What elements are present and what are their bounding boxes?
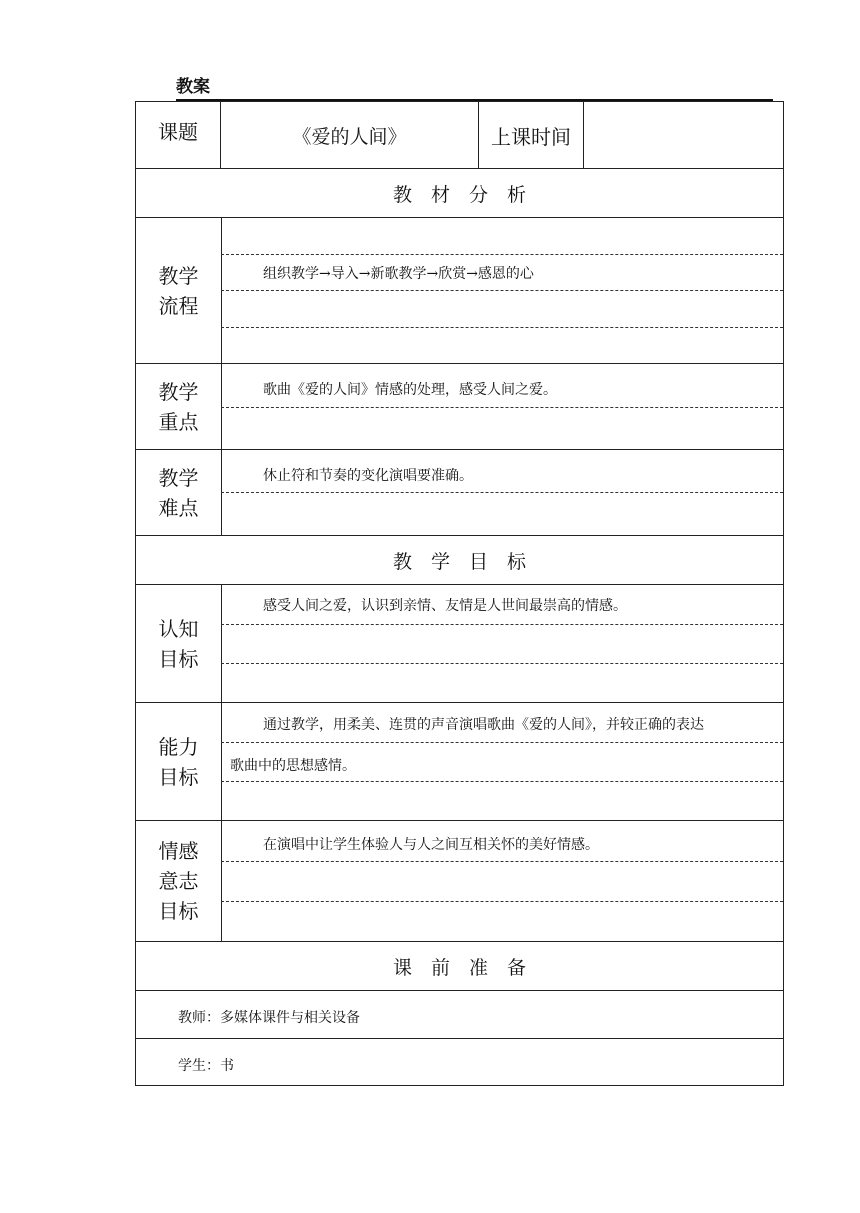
- emotion-goals-label: 情感 意志 目标: [136, 821, 222, 941]
- key-points-content: [221, 364, 783, 449]
- cognitive-goals-label: 认知 目标: [136, 585, 222, 702]
- emotion-goals-text: 在演唱中让学生体验人与人之间互相关怀的美好情感。: [263, 837, 599, 853]
- lesson-plan-table: [135, 101, 784, 1086]
- cognitive-goals-content: [221, 585, 783, 702]
- ruled-line: [221, 407, 783, 408]
- cognitive-goals-row: [136, 584, 783, 702]
- teacher-prep-row: [136, 990, 783, 1038]
- difficulties-content: [221, 450, 783, 535]
- ability-goals-text-line2: 歌曲中的思想感情。: [230, 758, 356, 774]
- ruled-line: [221, 327, 783, 328]
- ruled-line: [221, 742, 783, 743]
- section-title: 课 前 准 备: [392, 956, 526, 979]
- section-teaching-goals: [136, 535, 783, 584]
- ruled-line: [221, 492, 783, 493]
- cognitive-goals-text: 感受人间之爱，认识到亲情、友情是人世间最崇高的情感。: [263, 598, 627, 614]
- key-points-row: [136, 363, 783, 449]
- difficulties-text: 休止符和节奏的变化演唱要准确。: [263, 468, 473, 484]
- ruled-line: [221, 861, 783, 862]
- ruled-line: [221, 781, 783, 782]
- ability-goals-row: [136, 702, 783, 820]
- key-points-label: 教学 重点: [136, 364, 222, 449]
- key-points-text: 歌曲《爱的人间》情感的处理，感受人间之爱。: [263, 382, 557, 398]
- teaching-process-text: 组织教学→导入→新歌教学→欣赏→感恩的心: [263, 266, 534, 282]
- ability-goals-label: 能力 目标: [136, 703, 222, 820]
- student-prep-text: 学生：书: [178, 1058, 234, 1074]
- topic-value: 《爱的人间》: [221, 102, 479, 168]
- ruled-line: [221, 624, 783, 625]
- doc-type-label: 教案: [176, 77, 210, 97]
- class-time-label: 上课时间: [479, 102, 584, 168]
- teacher-prep-text: 教师：多媒体课件与相关设备: [178, 1010, 360, 1026]
- ability-goals-content: [221, 703, 783, 820]
- class-time-value: [584, 102, 783, 168]
- section-title: 教 学 目 标: [392, 550, 526, 573]
- section-title: 教 材 分 析: [392, 183, 526, 206]
- student-prep-row: [136, 1038, 783, 1086]
- ruled-line: [221, 901, 783, 902]
- title-row: [136, 102, 783, 168]
- section-material-analysis: [136, 168, 783, 217]
- difficulties-label: 教学 难点: [136, 450, 222, 535]
- teaching-process-content: [221, 218, 783, 363]
- ability-goals-text-line1: 通过教学，用柔美、连贯的声音演唱歌曲《爱的人间》，并较正确的表达: [263, 717, 704, 733]
- emotion-goals-content: [221, 821, 783, 941]
- ruled-line: [221, 290, 783, 291]
- ruled-line: [221, 663, 783, 664]
- ruled-line: [221, 254, 783, 255]
- topic-label: 课题: [136, 102, 221, 168]
- section-preparation: [136, 941, 783, 990]
- difficulties-row: [136, 449, 783, 535]
- emotion-goals-row: [136, 820, 783, 941]
- teaching-process-label: 教学 流程: [136, 218, 222, 363]
- teaching-process-row: [136, 217, 783, 363]
